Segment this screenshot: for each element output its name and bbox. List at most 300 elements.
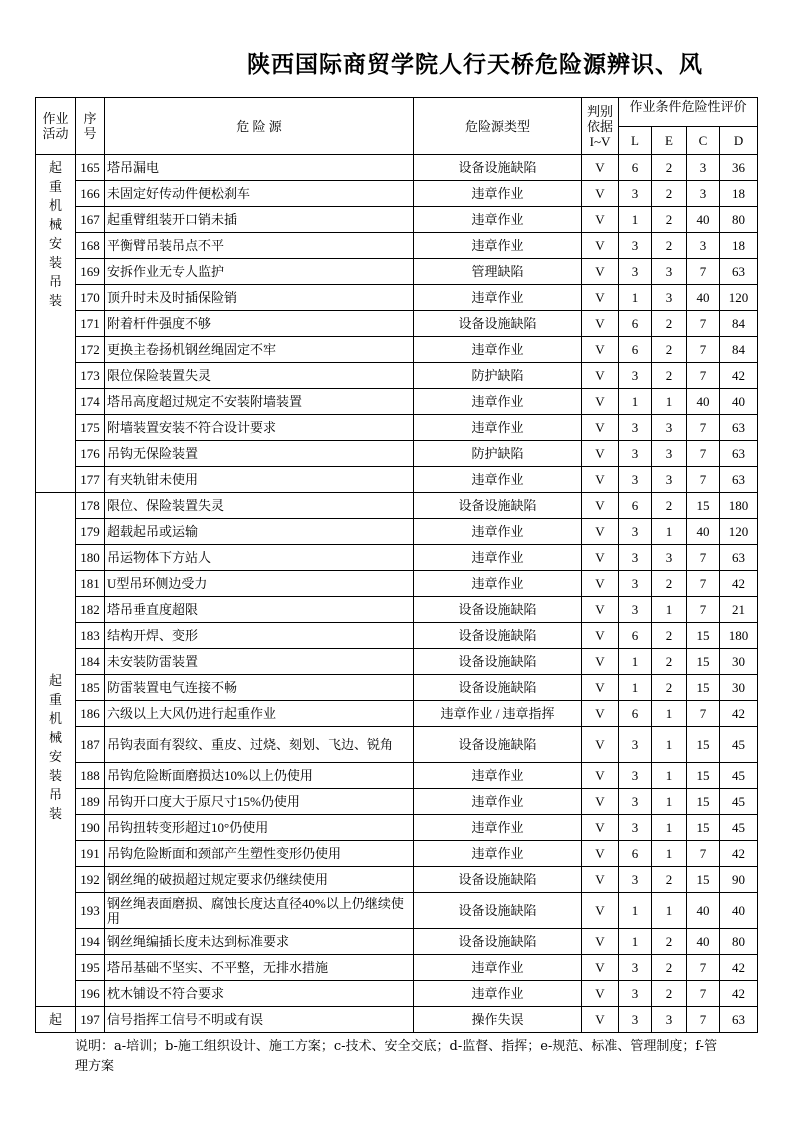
activity-cell <box>36 493 76 1007</box>
e-value-cell: 3 <box>652 467 687 493</box>
header-eval-label: 作业条件危险性评价 <box>629 99 747 114</box>
l-value-cell: 6 <box>619 155 652 181</box>
l-value-cell: 3 <box>619 789 652 815</box>
d-value-cell: 63 <box>720 415 758 441</box>
type-cell: 设备设施缺陷 <box>414 493 582 519</box>
l-value-cell: 3 <box>619 259 652 285</box>
table-row <box>36 893 758 929</box>
table-row <box>36 285 758 311</box>
l-value-cell: 3 <box>619 233 652 259</box>
hazard-cell: 钢丝绳的破损超过规定要求仍继续使用 <box>105 867 414 893</box>
c-value-cell: 7 <box>687 1007 720 1033</box>
basis-cell: V <box>582 493 619 519</box>
e-value-cell: 2 <box>652 155 687 181</box>
table-row <box>36 571 758 597</box>
e-value-cell: 3 <box>652 545 687 571</box>
d-value-cell: 63 <box>720 441 758 467</box>
c-value-cell: 15 <box>687 763 720 789</box>
l-value-cell: 3 <box>619 545 652 571</box>
table-row <box>36 649 758 675</box>
seq-cell: 189 <box>76 789 105 815</box>
seq-cell: 168 <box>76 233 105 259</box>
seq-cell: 183 <box>76 623 105 649</box>
basis-cell: V <box>582 571 619 597</box>
e-value-cell: 2 <box>652 981 687 1007</box>
table-row <box>36 441 758 467</box>
c-value-cell: 40 <box>687 893 720 929</box>
basis-cell: V <box>582 929 619 955</box>
basis-cell: V <box>582 1007 619 1033</box>
table-row <box>36 259 758 285</box>
c-value-cell: 15 <box>687 675 720 701</box>
hazard-cell: 枕木铺设不符合要求 <box>105 981 414 1007</box>
e-value-cell: 2 <box>652 955 687 981</box>
l-value-cell: 3 <box>619 467 652 493</box>
table-row <box>36 363 758 389</box>
header-e: E <box>652 127 687 155</box>
type-cell: 防护缺陷 <box>414 441 582 467</box>
seq-cell: 196 <box>76 981 105 1007</box>
table-row <box>36 841 758 867</box>
hazard-cell: 限位、保险装置失灵 <box>105 493 414 519</box>
l-value-cell: 3 <box>619 867 652 893</box>
basis-cell: V <box>582 867 619 893</box>
c-value-cell: 7 <box>687 467 720 493</box>
l-value-cell: 3 <box>619 441 652 467</box>
c-value-cell: 7 <box>687 545 720 571</box>
type-cell: 防护缺陷 <box>414 363 582 389</box>
table-row <box>36 675 758 701</box>
table-row <box>36 815 758 841</box>
hazard-cell: 防雷装置电气连接不畅 <box>105 675 414 701</box>
type-cell: 违章作业 <box>414 571 582 597</box>
basis-cell: V <box>582 981 619 1007</box>
hazard-cell: 附墙装置安装不符合设计要求 <box>105 415 414 441</box>
basis-cell: V <box>582 389 619 415</box>
c-value-cell: 15 <box>687 649 720 675</box>
hazard-cell: 六级以上大风仍进行起重作业 <box>105 701 414 727</box>
seq-cell: 192 <box>76 867 105 893</box>
l-value-cell: 3 <box>619 181 652 207</box>
activity-label: 起重机械安装吊装 <box>48 160 62 308</box>
c-value-cell: 15 <box>687 815 720 841</box>
c-value-cell: 3 <box>687 181 720 207</box>
hazard-cell: 吊钩开口度大于原尺寸15%仍使用 <box>105 789 414 815</box>
l-value-cell: 3 <box>619 727 652 763</box>
e-value-cell: 3 <box>652 285 687 311</box>
type-cell: 违章作业 <box>414 181 582 207</box>
seq-cell: 167 <box>76 207 105 233</box>
l-value-cell: 6 <box>619 841 652 867</box>
e-value-cell: 1 <box>652 727 687 763</box>
hazard-cell: 吊钩危险断面和颈部产生塑性变形仍使用 <box>105 841 414 867</box>
seq-cell: 165 <box>76 155 105 181</box>
l-value-cell: 6 <box>619 623 652 649</box>
basis-cell: V <box>582 701 619 727</box>
header-l: L <box>619 127 652 155</box>
d-value-cell: 42 <box>720 701 758 727</box>
basis-cell: V <box>582 233 619 259</box>
c-value-cell: 15 <box>687 867 720 893</box>
seq-cell: 166 <box>76 181 105 207</box>
seq-cell: 173 <box>76 363 105 389</box>
l-value-cell: 6 <box>619 493 652 519</box>
d-value-cell: 30 <box>720 675 758 701</box>
d-value-cell: 63 <box>720 545 758 571</box>
table-body <box>36 155 758 1033</box>
c-value-cell: 40 <box>687 285 720 311</box>
basis-cell: V <box>582 727 619 763</box>
seq-cell: 171 <box>76 311 105 337</box>
header-basis <box>582 98 619 155</box>
e-value-cell: 1 <box>652 789 687 815</box>
l-value-cell: 3 <box>619 955 652 981</box>
d-value-cell: 90 <box>720 867 758 893</box>
seq-cell: 170 <box>76 285 105 311</box>
basis-cell: V <box>582 815 619 841</box>
header-c: C <box>687 127 720 155</box>
basis-cell: V <box>582 363 619 389</box>
table-row <box>36 337 758 363</box>
table-row <box>36 623 758 649</box>
type-cell: 违章作业 <box>414 207 582 233</box>
basis-cell: V <box>582 841 619 867</box>
hazard-table <box>35 97 758 1033</box>
l-value-cell: 1 <box>619 929 652 955</box>
e-value-cell: 1 <box>652 815 687 841</box>
table-row <box>36 789 758 815</box>
l-value-cell: 3 <box>619 363 652 389</box>
l-value-cell: 6 <box>619 701 652 727</box>
c-value-cell: 7 <box>687 701 720 727</box>
c-value-cell: 7 <box>687 597 720 623</box>
d-value-cell: 45 <box>720 789 758 815</box>
d-value-cell: 18 <box>720 181 758 207</box>
l-value-cell: 3 <box>619 981 652 1007</box>
c-value-cell: 40 <box>687 389 720 415</box>
d-value-cell: 84 <box>720 337 758 363</box>
d-value-cell: 63 <box>720 1007 758 1033</box>
d-value-cell: 40 <box>720 893 758 929</box>
activity-cell <box>36 155 76 493</box>
c-value-cell: 15 <box>687 493 720 519</box>
c-value-cell: 40 <box>687 519 720 545</box>
basis-cell: V <box>582 311 619 337</box>
l-value-cell: 6 <box>619 311 652 337</box>
l-value-cell: 6 <box>619 337 652 363</box>
type-cell: 违章作业 <box>414 981 582 1007</box>
hazard-cell: 塔吊漏电 <box>105 155 414 181</box>
c-value-cell: 40 <box>687 207 720 233</box>
hazard-cell: 吊钩无保险装置 <box>105 441 414 467</box>
hazard-cell: 吊钩扭转变形超过10°仍使用 <box>105 815 414 841</box>
l-value-cell: 3 <box>619 597 652 623</box>
activity-label: 起 <box>48 1012 62 1027</box>
e-value-cell: 2 <box>652 649 687 675</box>
table-row <box>36 727 758 763</box>
seq-cell: 169 <box>76 259 105 285</box>
e-value-cell: 3 <box>652 415 687 441</box>
d-value-cell: 180 <box>720 623 758 649</box>
d-value-cell: 120 <box>720 285 758 311</box>
d-value-cell: 63 <box>720 467 758 493</box>
basis-cell: V <box>582 467 619 493</box>
e-value-cell: 2 <box>652 181 687 207</box>
d-value-cell: 84 <box>720 311 758 337</box>
e-value-cell: 1 <box>652 701 687 727</box>
d-value-cell: 36 <box>720 155 758 181</box>
l-value-cell: 3 <box>619 519 652 545</box>
hazard-cell: 钢丝绳表面磨损、腐蚀长度达直径40%以上仍继续使用 <box>105 893 414 929</box>
hazard-cell: 塔吊垂直度超限 <box>105 597 414 623</box>
type-cell: 管理缺陷 <box>414 259 582 285</box>
table-row <box>36 389 758 415</box>
type-cell: 设备设施缺陷 <box>414 649 582 675</box>
c-value-cell: 7 <box>687 981 720 1007</box>
table-row <box>36 701 758 727</box>
table-row <box>36 415 758 441</box>
hazard-cell: 吊钩表面有裂纹、重皮、过烧、刻划、飞边、锐角 <box>105 727 414 763</box>
d-value-cell: 80 <box>720 929 758 955</box>
d-value-cell: 45 <box>720 727 758 763</box>
table-row <box>36 1007 758 1033</box>
e-value-cell: 2 <box>652 929 687 955</box>
type-cell: 设备设施缺陷 <box>414 155 582 181</box>
type-cell: 违章作业 <box>414 389 582 415</box>
d-value-cell: 30 <box>720 649 758 675</box>
l-value-cell: 1 <box>619 675 652 701</box>
l-value-cell: 1 <box>619 893 652 929</box>
e-value-cell: 3 <box>652 441 687 467</box>
e-value-cell: 1 <box>652 389 687 415</box>
hazard-cell: 超载起吊或运输 <box>105 519 414 545</box>
header-type: 危险源类型 <box>414 98 582 155</box>
c-value-cell: 7 <box>687 337 720 363</box>
type-cell: 设备设施缺陷 <box>414 929 582 955</box>
c-value-cell: 7 <box>687 441 720 467</box>
d-value-cell: 42 <box>720 841 758 867</box>
c-value-cell: 3 <box>687 233 720 259</box>
hazard-cell: 塔吊高度超过规定不安装附墙装置 <box>105 389 414 415</box>
seq-cell: 174 <box>76 389 105 415</box>
seq-cell: 191 <box>76 841 105 867</box>
basis-cell: V <box>582 207 619 233</box>
table-row <box>36 597 758 623</box>
seq-cell: 172 <box>76 337 105 363</box>
c-value-cell: 7 <box>687 311 720 337</box>
type-cell: 违章作业 <box>414 763 582 789</box>
basis-cell: V <box>582 955 619 981</box>
basis-cell: V <box>582 789 619 815</box>
d-value-cell: 40 <box>720 389 758 415</box>
hazard-cell: 更换主卷扬机钢丝绳固定不牢 <box>105 337 414 363</box>
header-seq: 序号 <box>76 98 105 155</box>
table-row <box>36 311 758 337</box>
l-value-cell: 1 <box>619 207 652 233</box>
table-row <box>36 233 758 259</box>
l-value-cell: 1 <box>619 389 652 415</box>
l-value-cell: 3 <box>619 763 652 789</box>
seq-cell: 176 <box>76 441 105 467</box>
hazard-cell: 未安装防雷装置 <box>105 649 414 675</box>
hazard-cell: 塔吊基础不坚实、不平整，无排水措施 <box>105 955 414 981</box>
e-value-cell: 2 <box>652 311 687 337</box>
table-row <box>36 519 758 545</box>
l-value-cell: 1 <box>619 285 652 311</box>
basis-cell: V <box>582 441 619 467</box>
seq-cell: 187 <box>76 727 105 763</box>
type-cell: 违章作业 <box>414 955 582 981</box>
type-cell: 违章作业 / 违章指挥 <box>414 701 582 727</box>
seq-cell: 190 <box>76 815 105 841</box>
header-basis-range: I~V <box>589 133 611 149</box>
hazard-cell: 有夹轨钳未使用 <box>105 467 414 493</box>
seq-cell: 180 <box>76 545 105 571</box>
c-value-cell: 7 <box>687 363 720 389</box>
basis-cell: V <box>582 623 619 649</box>
activity-cell <box>36 1007 76 1033</box>
basis-cell: V <box>582 155 619 181</box>
d-value-cell: 80 <box>720 207 758 233</box>
e-value-cell: 1 <box>652 841 687 867</box>
l-value-cell: 3 <box>619 571 652 597</box>
e-value-cell: 2 <box>652 363 687 389</box>
l-value-cell: 1 <box>619 649 652 675</box>
c-value-cell: 15 <box>687 789 720 815</box>
seq-cell: 178 <box>76 493 105 519</box>
type-cell: 违章作业 <box>414 467 582 493</box>
e-value-cell: 2 <box>652 623 687 649</box>
header-d: D <box>720 127 758 155</box>
hazard-cell: 起重臂组装开口销未插 <box>105 207 414 233</box>
table-row <box>36 493 758 519</box>
c-value-cell: 7 <box>687 571 720 597</box>
header-hazard: 危 险 源 <box>105 98 414 155</box>
basis-cell: V <box>582 285 619 311</box>
table-row <box>36 207 758 233</box>
hazard-cell: 平衡臂吊装吊点不平 <box>105 233 414 259</box>
table-row <box>36 155 758 181</box>
table-row <box>36 929 758 955</box>
type-cell: 设备设施缺陷 <box>414 727 582 763</box>
e-value-cell: 2 <box>652 675 687 701</box>
type-cell: 违章作业 <box>414 789 582 815</box>
seq-cell: 185 <box>76 675 105 701</box>
c-value-cell: 7 <box>687 259 720 285</box>
seq-cell: 179 <box>76 519 105 545</box>
e-value-cell: 1 <box>652 597 687 623</box>
type-cell: 违章作业 <box>414 285 582 311</box>
table-row <box>36 955 758 981</box>
basis-cell: V <box>582 519 619 545</box>
e-value-cell: 3 <box>652 259 687 285</box>
c-value-cell: 15 <box>687 727 720 763</box>
basis-cell: V <box>582 259 619 285</box>
basis-cell: V <box>582 597 619 623</box>
header-basis-label: 判别依据 <box>586 103 613 134</box>
type-cell: 违章作业 <box>414 841 582 867</box>
header-eval <box>619 98 758 127</box>
l-value-cell: 3 <box>619 815 652 841</box>
type-cell: 违章作业 <box>414 519 582 545</box>
e-value-cell: 2 <box>652 337 687 363</box>
header-activity: 作业活动 <box>36 98 76 155</box>
table-row <box>36 763 758 789</box>
hazard-cell: 吊运物体下方站人 <box>105 545 414 571</box>
hazard-cell: 未固定好传动件便松刹车 <box>105 181 414 207</box>
c-value-cell: 7 <box>687 955 720 981</box>
d-value-cell: 63 <box>720 259 758 285</box>
seq-cell: 177 <box>76 467 105 493</box>
c-value-cell: 15 <box>687 623 720 649</box>
c-value-cell: 7 <box>687 841 720 867</box>
table-row <box>36 181 758 207</box>
e-value-cell: 2 <box>652 207 687 233</box>
e-value-cell: 3 <box>652 1007 687 1033</box>
basis-cell: V <box>582 415 619 441</box>
basis-cell: V <box>582 763 619 789</box>
e-value-cell: 1 <box>652 763 687 789</box>
type-cell: 设备设施缺陷 <box>414 597 582 623</box>
d-value-cell: 45 <box>720 763 758 789</box>
note-text: 说明：a-培训；b-施工组织设计、施工方案；c-技术、安全交底；d-监督、指挥；e-规范、标准、管理制度；f-管理方案 <box>75 1039 718 1074</box>
seq-cell: 184 <box>76 649 105 675</box>
hazard-cell: 限位保险装置失灵 <box>105 363 414 389</box>
table-row <box>36 981 758 1007</box>
type-cell: 违章作业 <box>414 233 582 259</box>
e-value-cell: 1 <box>652 519 687 545</box>
seq-cell: 194 <box>76 929 105 955</box>
hazard-cell: 结构开焊、变形 <box>105 623 414 649</box>
table-row <box>36 467 758 493</box>
l-value-cell: 3 <box>619 1007 652 1033</box>
c-value-cell: 40 <box>687 929 720 955</box>
seq-cell: 197 <box>76 1007 105 1033</box>
type-cell: 设备设施缺陷 <box>414 311 582 337</box>
d-value-cell: 18 <box>720 233 758 259</box>
hazard-cell: 安拆作业无专人监护 <box>105 259 414 285</box>
hazard-cell: 信号指挥工信号不明或有误 <box>105 1007 414 1033</box>
d-value-cell: 45 <box>720 815 758 841</box>
seq-cell: 181 <box>76 571 105 597</box>
seq-cell: 195 <box>76 955 105 981</box>
hazard-cell: 钢丝绳编插长度未达到标准要求 <box>105 929 414 955</box>
type-cell: 操作失误 <box>414 1007 582 1033</box>
basis-cell: V <box>582 337 619 363</box>
e-value-cell: 1 <box>652 893 687 929</box>
e-value-cell: 2 <box>652 493 687 519</box>
table-row <box>36 867 758 893</box>
c-value-cell: 7 <box>687 415 720 441</box>
basis-cell: V <box>582 893 619 929</box>
seq-cell: 193 <box>76 893 105 929</box>
d-value-cell: 120 <box>720 519 758 545</box>
basis-cell: V <box>582 181 619 207</box>
document-title: 陕西国际商贸学院人行天桥危险源辨识、风 <box>247 52 703 78</box>
table-row <box>36 545 758 571</box>
seq-cell: 186 <box>76 701 105 727</box>
basis-cell: V <box>582 545 619 571</box>
hazard-cell: 顶升时未及时插保险销 <box>105 285 414 311</box>
d-value-cell: 42 <box>720 981 758 1007</box>
d-value-cell: 180 <box>720 493 758 519</box>
hazard-cell: 吊钩危险断面磨损达10%以上仍使用 <box>105 763 414 789</box>
d-value-cell: 42 <box>720 955 758 981</box>
type-cell: 设备设施缺陷 <box>414 623 582 649</box>
type-cell: 违章作业 <box>414 337 582 363</box>
hazard-cell: 附着杆件强度不够 <box>105 311 414 337</box>
type-cell: 违章作业 <box>414 415 582 441</box>
